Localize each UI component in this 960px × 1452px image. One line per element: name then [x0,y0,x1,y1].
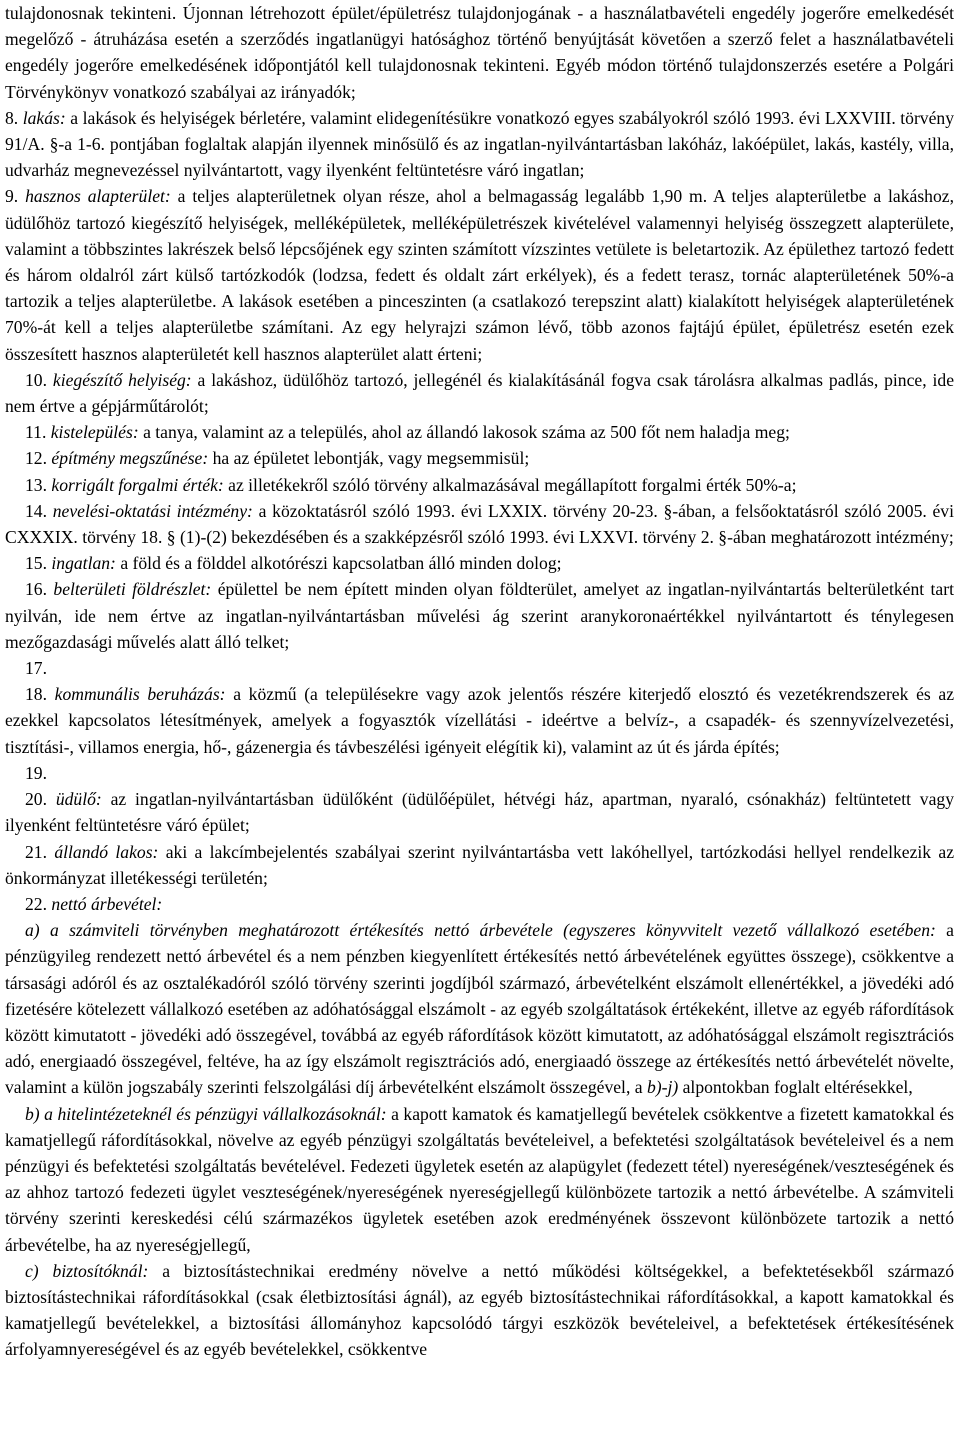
item-number: 21. [25,841,47,862]
item-text: az illetékekről szóló törvény alkalmazásával megállapított forgalmi érték 50%-a; [223,474,797,495]
item-text: a lakáshoz, üdülőhöz tartozó, jellegénél és kialakításánál fogva csak tárolásra alkalmas padlás, pince, ide nem értve a gépjárműtárolót; [5,369,954,417]
sub-item-term: b) a hitelintézeteknél és pénzügyi vállalkozásoknál: [25,1103,387,1124]
item-text: a teljes alapterületnek olyan része, ahol a belmagasság legalább 1,90 m. A teljes alapterületbe a lakáshoz, üdülőhöz tartozó kiegészítő helyiségek, melléképületek, melléképületrészek kivételével valamennyi helyiség összegzett alapterülete, valamint a többszintes lakrészek belső lépcsőjének egy szinten számított vízszintes vetülete is beletartozik. Az épülethez tartozó fedett és három oldalról zárt külső tartózkodók (lodzsa, fedett és oldalt zárt erkélyek), és a fedett terasz, tornác alapterületének 50%-a tartozik a teljes alapterületbe. A lakások esetében a pinceszinten (a csatlakozó terepszint alatt) kialakított helyiségek alapterületének 70%-át kell a teljes alapterületbe számítani. Az egy helyrajzi számon lévő, több azonos fajtájú épület, épületrész esetén ezek összesített hasznos alapterületét kell hasznos alapterület alatt érteni; [5,186,954,364]
intro-paragraph [5,0,954,105]
definition-item-17 [5,655,954,681]
definition-item-11 [5,419,954,445]
item-text: épülettel be nem épített minden olyan földterület, amelyet az ingatlan-nyilvántartás belterületként tart nyilván, ide nem értve az ingatlan-nyilvántartásban művelési ág szerint aranykoronaértékkel nyilvántartott és ténylegesen mezőgazdasági művelés alatt álló telket; [5,579,954,652]
definition-item-18 [5,681,954,760]
definition-item-12 [5,445,954,471]
definition-item-16 [5,576,954,655]
item-term: ingatlan: [51,553,116,574]
item-term: kistelepülés: [50,422,139,443]
sub-item-term-ref: b)-j) [646,1077,679,1098]
definition-item-19 [5,760,954,786]
sub-item-text: a biztosítástechnikai eredmény növelve a nettó működési költségekkel, a befektetésekből származó biztosítástechnikai ráfordításokkal (csak életbiztosítási ágnál), az egyéb biztosítástechnikai ráfordításokkal, a kapott kamatokkal és kamatjellegű bevételekkel, a biztosítási állományhoz kapcsolódó tárgyi eszközök bevételeivel, a befektetések értékesítésének árfolyamnyereségével és az egyéb bevételekkel, csökkentve [5,1260,954,1360]
sub-item-tail: alpontokban foglalt eltérésekkel, [678,1077,913,1098]
item-number: 16. [25,579,47,600]
item-number: 19. [25,762,47,783]
sub-item-term: c) biztosítóknál: [25,1260,149,1281]
item-term: kiegészítő helyiség: [52,369,192,390]
item-number: 22. [25,893,47,914]
item-number: 15. [25,553,47,574]
item-text: a föld és a földdel alkotórészi kapcsolatban álló minden dolog; [115,553,562,574]
item-term: belterületi földrészlet: [53,579,212,600]
item-text: az ingatlan-nyilvántartásban üdülőként (üdülőépület, hétvégi ház, apartman, nyaraló, csónakház) feltüntetett vagy ilyenként feltüntetésre váró épület; [5,789,954,836]
item-term: nevelési-oktatási intézmény: [52,500,253,521]
item-text: a közoktatásról szóló 1993. évi LXXIX. törvény 20-23. §-ában, a felsőoktatásról szóló 2005. évi CXXXIX. törvény 18. § (1)-(2) bekezdésében és a szakképzésről szóló 1993. évi LXXVI. törvény 2. §-ában meghatározott intézmény; [5,500,954,548]
sub-item-text: a pénzügyileg rendezett nettó árbevétel és a nem pénzben kiegyenlített értékesítés nettó árbevételének együttes összege), csökkentve a társasági adóról és az osztalékadóról szóló törvény szerinti jogdíjból származó, árbevételként elszámolt ellenértékkel, a jövedéki adó fizetésére kötelezett vállalkozó esetében az adóhatósággal elszámolt - az egyéb szolgáltatások értékeként, illetve az egyéb ráfordítások között kimutatott - jövedéki adó összegével, továbbá az egyéb ráfordítások között kimutatott, az adóhatósággal elszámolt regisztrációs adó, energiaadó összegével, feltéve, ha az így elszámolt regisztrációs adó, energiaadó összege az értékesítés nettó árbevételét növelte, valamint a külön jogszabály szerinti felszolgálási díj árbevételként elszámolt összegével, a [5,920,954,1098]
item-number: 20. [25,789,47,810]
item-number: 17. [25,658,47,679]
item-number: 10. [25,369,47,390]
definition-item-21 [5,839,954,891]
sub-item-a [5,917,954,1100]
definition-item-15 [5,550,954,576]
item-term: hasznos alapterület: [25,186,171,207]
definition-item-9 [5,183,954,366]
item-number: 13. [25,474,47,495]
definition-item-8 [5,105,954,184]
intro-text: tulajdonosnak tekinteni. Újonnan létrehozott épület/épületrész tulajdonjogának - a használatbavételi engedély jogerőre emelkedését megelőző - átruházása esetén a szerződés ingatlanügyi hatósághoz történő benyújtását követően a szerző felet a használatbavételi engedély jogerőre emelkedésének időpontjától kell tulajdonosnak tekinteni. Egyéb módon történő tulajdonszerzés esetére a Polgári Törvénykönyv vonatkozó szabályai az irányadók; [5,3,954,102]
item-term: nettó árbevétel: [51,893,163,914]
item-number: 9. [5,186,19,207]
item-term: állandó lakos: [54,841,159,862]
sub-item-term: a) a számviteli törvényben meghatározott értékesítés nettó árbevétele (egyszeres könyvvitelt vezető vállalkozó esetében: [25,920,936,941]
item-text: ha az épületet lebontják, vagy megsemmisül; [208,448,530,469]
sub-item-b [5,1101,954,1258]
item-text: a közmű (a településekre vagy azok jelentős részére kiterjedő elosztó és vezetékrendszerek és az ezekkel kapcsolatos létesítmények, amelyek a fogyasztók vízellátási - ideértve a belvíz-, a csapadék- és szennyvízelvezetési, tisztítási-, villamos energia, hő-, gázenergia és távbeszélési igényeit elégítik ki), valamint az út és járda építés; [5,684,954,757]
sub-item-text: a kapott kamatok és kamatjellegű bevételek csökkentve a fizetett kamatokkal és kamatjellegű ráfordításokkal, növelve az egyéb pénzügyi szolgáltatás bevételeivel, a befektetési szolgáltatások bevételeivel és a nem pénzügyi és befektetési szolgáltatás bevételével. Fedezeti ügyletek esetén az alapügylet (fedezett tétel) nyereségének/veszteségének és az ahhoz tartozó fedezeti ügylet veszteségének/nyereségének nyereségjellegű különbözete tartozik a nettó árbevételbe. A számviteli törvény szerinti kereskedési célú származékos ügyletek esetében azok eredményének összevont különbözete tartozik a nettó árbevételbe, ha az nyereségjellegű, [5,1103,954,1255]
item-number: 14. [25,500,47,521]
item-number: 8. [5,107,19,128]
item-term: üdülő: [55,789,102,810]
item-term: korrigált forgalmi érték: [51,474,224,495]
item-text: a tanya, valamint az a település, ahol az állandó lakosok száma az 500 főt nem haladja meg; [138,422,790,443]
item-number: 11. [25,422,47,443]
definition-item-13 [5,472,954,498]
item-number: 18. [25,684,47,705]
definition-item-20 [5,786,954,838]
item-term: építmény megszűnése: [51,448,209,469]
definition-item-14 [5,498,954,550]
item-text: a lakások és helyiségek bérletére, valamint elidegenítésükre vonatkozó egyes szabályokról szóló 1993. évi LXXVIII. törvény 91/A. §-a 1-6. pontjában foglaltak alapján ilyennek minősülő és az ingatlan-nyilvántartásban lakóház, lakóépület, lakás, kastély, villa, udvarház megnevezéssel nyilvántartott, vagy ilyenként feltüntetésre váró ingatlan; [5,107,955,181]
item-term: lakás: [22,107,66,128]
item-number: 12. [25,448,47,469]
item-text: aki a lakcímbejelentés szabályai szerint nyilvántartásba vett lakóhellyel, tartózkodási hellyel rendelkezik az önkormányzat illetékességi területén; [5,841,955,888]
sub-item-c [5,1258,954,1363]
item-term: kommunális beruházás: [54,684,226,705]
definition-item-22 [5,891,954,917]
definition-item-10 [5,367,954,419]
